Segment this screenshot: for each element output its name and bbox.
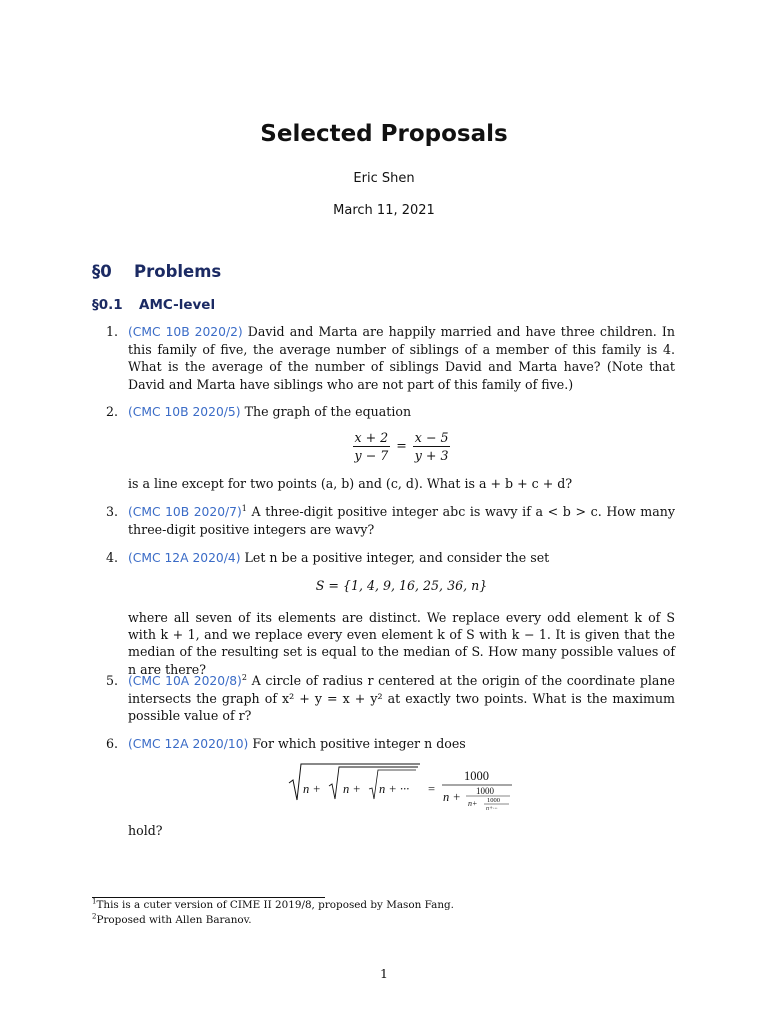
problem-number: 4. — [106, 550, 119, 565]
subsection-title: AMC-level — [139, 297, 216, 313]
problem-number: 6. — [106, 736, 119, 751]
problem-reference: (CMC 10B 2020/7) — [128, 505, 242, 519]
problem-4-continuation: where all seven of its elements are distinct. We replace every odd element k of S with k + 1, and we replace every even element k of S with k − 1. It is given that the median of the resulting set is equal to the median of S. How many possible values of n are there? — [128, 610, 675, 677]
footnote-mark: 2 — [92, 912, 97, 921]
subsection-number: §0.1 — [92, 297, 123, 313]
problem-5 — [128, 672, 675, 725]
svg-text:n+···: n+··· — [486, 806, 498, 810]
footnote-text: Proposed with Allen Baranov. — [96, 914, 252, 926]
footnote-mark: 2 — [241, 672, 247, 682]
footnote-mark: 1 — [241, 503, 247, 513]
problem-1 — [128, 323, 675, 393]
problem-text: A three-digit positive integer abc is wavy if a < b > c. How many three-digit positive integers are wavy? — [128, 504, 675, 538]
footnote-text: This is a cuter version of CIME II 2019/8, proposed by Mason Fang. — [96, 899, 454, 911]
svg-text:n+: n+ — [468, 799, 478, 808]
footnote-2 — [92, 914, 252, 926]
set-display: S = {1, 4, 9, 16, 25, 36, n} — [315, 578, 488, 593]
problem-6 — [128, 735, 675, 753]
equation-display: $\frac{x + 2}{y - 7}$ = $\frac{x - 5}{y + 3}$ — [354, 430, 449, 463]
footnote-1 — [92, 899, 454, 911]
page-number: 1 — [380, 966, 388, 981]
svg-text:1000: 1000 — [487, 797, 500, 804]
svg-text:n +: n + — [343, 782, 361, 796]
section-number: §0 — [92, 262, 112, 281]
problem-reference: (CMC 10B 2020/2) — [128, 325, 243, 339]
svg-text:1000: 1000 — [476, 786, 494, 796]
nested-radical-equation — [280, 760, 520, 810]
footnote-rule — [92, 897, 325, 898]
author: Eric Shen — [353, 171, 415, 186]
problem-text: For which positive integer n does — [252, 736, 466, 751]
problem-text: A circle of radius r centered at the origin of the coordinate plane intersects the graph of x² + y = x + y² at exactly two points. What is the maximum possible value of r? — [128, 673, 676, 724]
problem-number: 1. — [106, 324, 119, 339]
section-title: Problems — [134, 262, 222, 281]
problem-reference: (CMC 10B 2020/5) — [128, 405, 241, 419]
problem-text: Let n be a positive integer, and consider the set — [244, 550, 550, 565]
problem-reference: (CMC 12A 2020/4) — [128, 551, 241, 565]
footnote-mark: 1 — [92, 897, 97, 906]
problem-text: David and Marta are happily married and have three children. In this family of five, the average number of siblings of a member of this family is 4. What is the average of the number of siblings David and Marta have? (Note that David and Marta have siblings who are not part of this family of five.) — [128, 324, 675, 392]
svg-text:1000: 1000 — [464, 769, 489, 783]
problem-text: The graph of the equation — [244, 404, 412, 419]
svg-text:n +: n + — [443, 790, 461, 804]
svg-text:n + ···: n + ··· — [379, 782, 410, 796]
problem-2-continuation: is a line except for two points (a, b) and (c, d). What is a + b + c + d? — [128, 476, 573, 491]
problem-number: 2. — [106, 404, 119, 419]
problem-2 — [128, 403, 675, 421]
problem-6-continuation: hold? — [128, 823, 163, 838]
svg-text:=: = — [428, 782, 436, 796]
problem-number: 5. — [106, 673, 119, 688]
problem-reference: (CMC 10A 2020/8) — [128, 674, 242, 688]
document-title: Selected Proposals — [260, 121, 508, 147]
problem-number: 3. — [106, 504, 119, 519]
problem-reference: (CMC 12A 2020/10) — [128, 737, 249, 751]
svg-text:n +: n + — [303, 782, 321, 796]
date: March 11, 2021 — [333, 203, 435, 218]
problem-4 — [128, 549, 675, 567]
problem-3 — [128, 503, 675, 538]
